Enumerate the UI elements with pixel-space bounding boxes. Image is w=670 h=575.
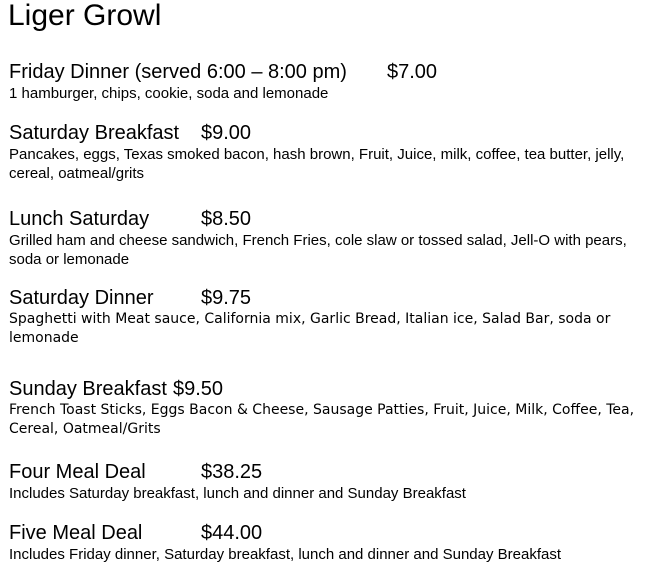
- menu-item-name: Sunday Breakfast: [9, 378, 167, 400]
- menu-item-four-meal-deal: [9, 460, 659, 503]
- menu-item-price: $8.50: [201, 208, 252, 230]
- menu-item-price: $7.00: [387, 61, 438, 83]
- menu-item-description: French Toast Sticks, Eggs Bacon & Cheese, Sausage Patties, Fruit, Juice, Milk, Coffee, Tea, Cereal, Oatmeal/Grits: [9, 402, 635, 437]
- menu-item-price: $38.25: [201, 461, 263, 483]
- menu-item-name: Friday Dinner (served 6:00 – 8:00 pm): [9, 61, 347, 83]
- menu-item-name: Saturday Breakfast: [9, 122, 180, 144]
- menu-item-description: Grilled ham and cheese sandwich, French Fries, cole slaw or tossed salad, Jell-O with pears, soda or lemonade: [9, 232, 627, 268]
- menu-item-header: [9, 207, 659, 231]
- menu-item-sunday-breakfast: [9, 377, 659, 439]
- page-title: Liger Growl: [8, 0, 162, 32]
- menu-item-saturday-breakfast: [9, 121, 659, 183]
- menu-item-header: [9, 286, 659, 310]
- menu-item-description: Spaghetti with Meat sauce, California mix, Garlic Bread, Italian ice, Salad Bar, soda or lemonade: [9, 311, 611, 346]
- menu-item-description: Pancakes, eggs, Texas smoked bacon, hash brown, Fruit, Juice, milk, coffee, tea butter, jelly, cereal, oatmeal/grits: [9, 146, 625, 182]
- menu-item-header: [9, 521, 659, 545]
- menu-item-description: Includes Saturday breakfast, lunch and dinner and Sunday Breakfast: [9, 485, 466, 502]
- menu-item-name: Saturday Dinner: [9, 287, 154, 309]
- menu-item-price: $44.00: [201, 522, 263, 544]
- menu-item-name: Lunch Saturday: [9, 208, 150, 230]
- menu-item-price: $9.00: [201, 122, 252, 144]
- menu-item-description: 1 hamburger, chips, cookie, soda and lemonade: [9, 85, 329, 102]
- menu-item-header: [9, 121, 659, 145]
- menu-item-header: [9, 460, 659, 484]
- menu-item-header: [9, 377, 659, 401]
- menu-item-name: Four Meal Deal: [9, 461, 146, 483]
- menu-item-header: [9, 60, 659, 84]
- menu-item-price: $9.50: [173, 378, 224, 400]
- menu-item-name: Five Meal Deal: [9, 522, 143, 544]
- menu-item-saturday-dinner: [9, 286, 659, 348]
- menu-item-price: $9.75: [201, 287, 252, 309]
- menu-item-friday-dinner: [9, 60, 659, 103]
- menu-item-lunch-saturday: [9, 207, 659, 269]
- menu-item-description: Includes Friday dinner, Saturday breakfast, lunch and dinner and Sunday Breakfast: [9, 546, 562, 563]
- menu-item-five-meal-deal: [9, 521, 659, 564]
